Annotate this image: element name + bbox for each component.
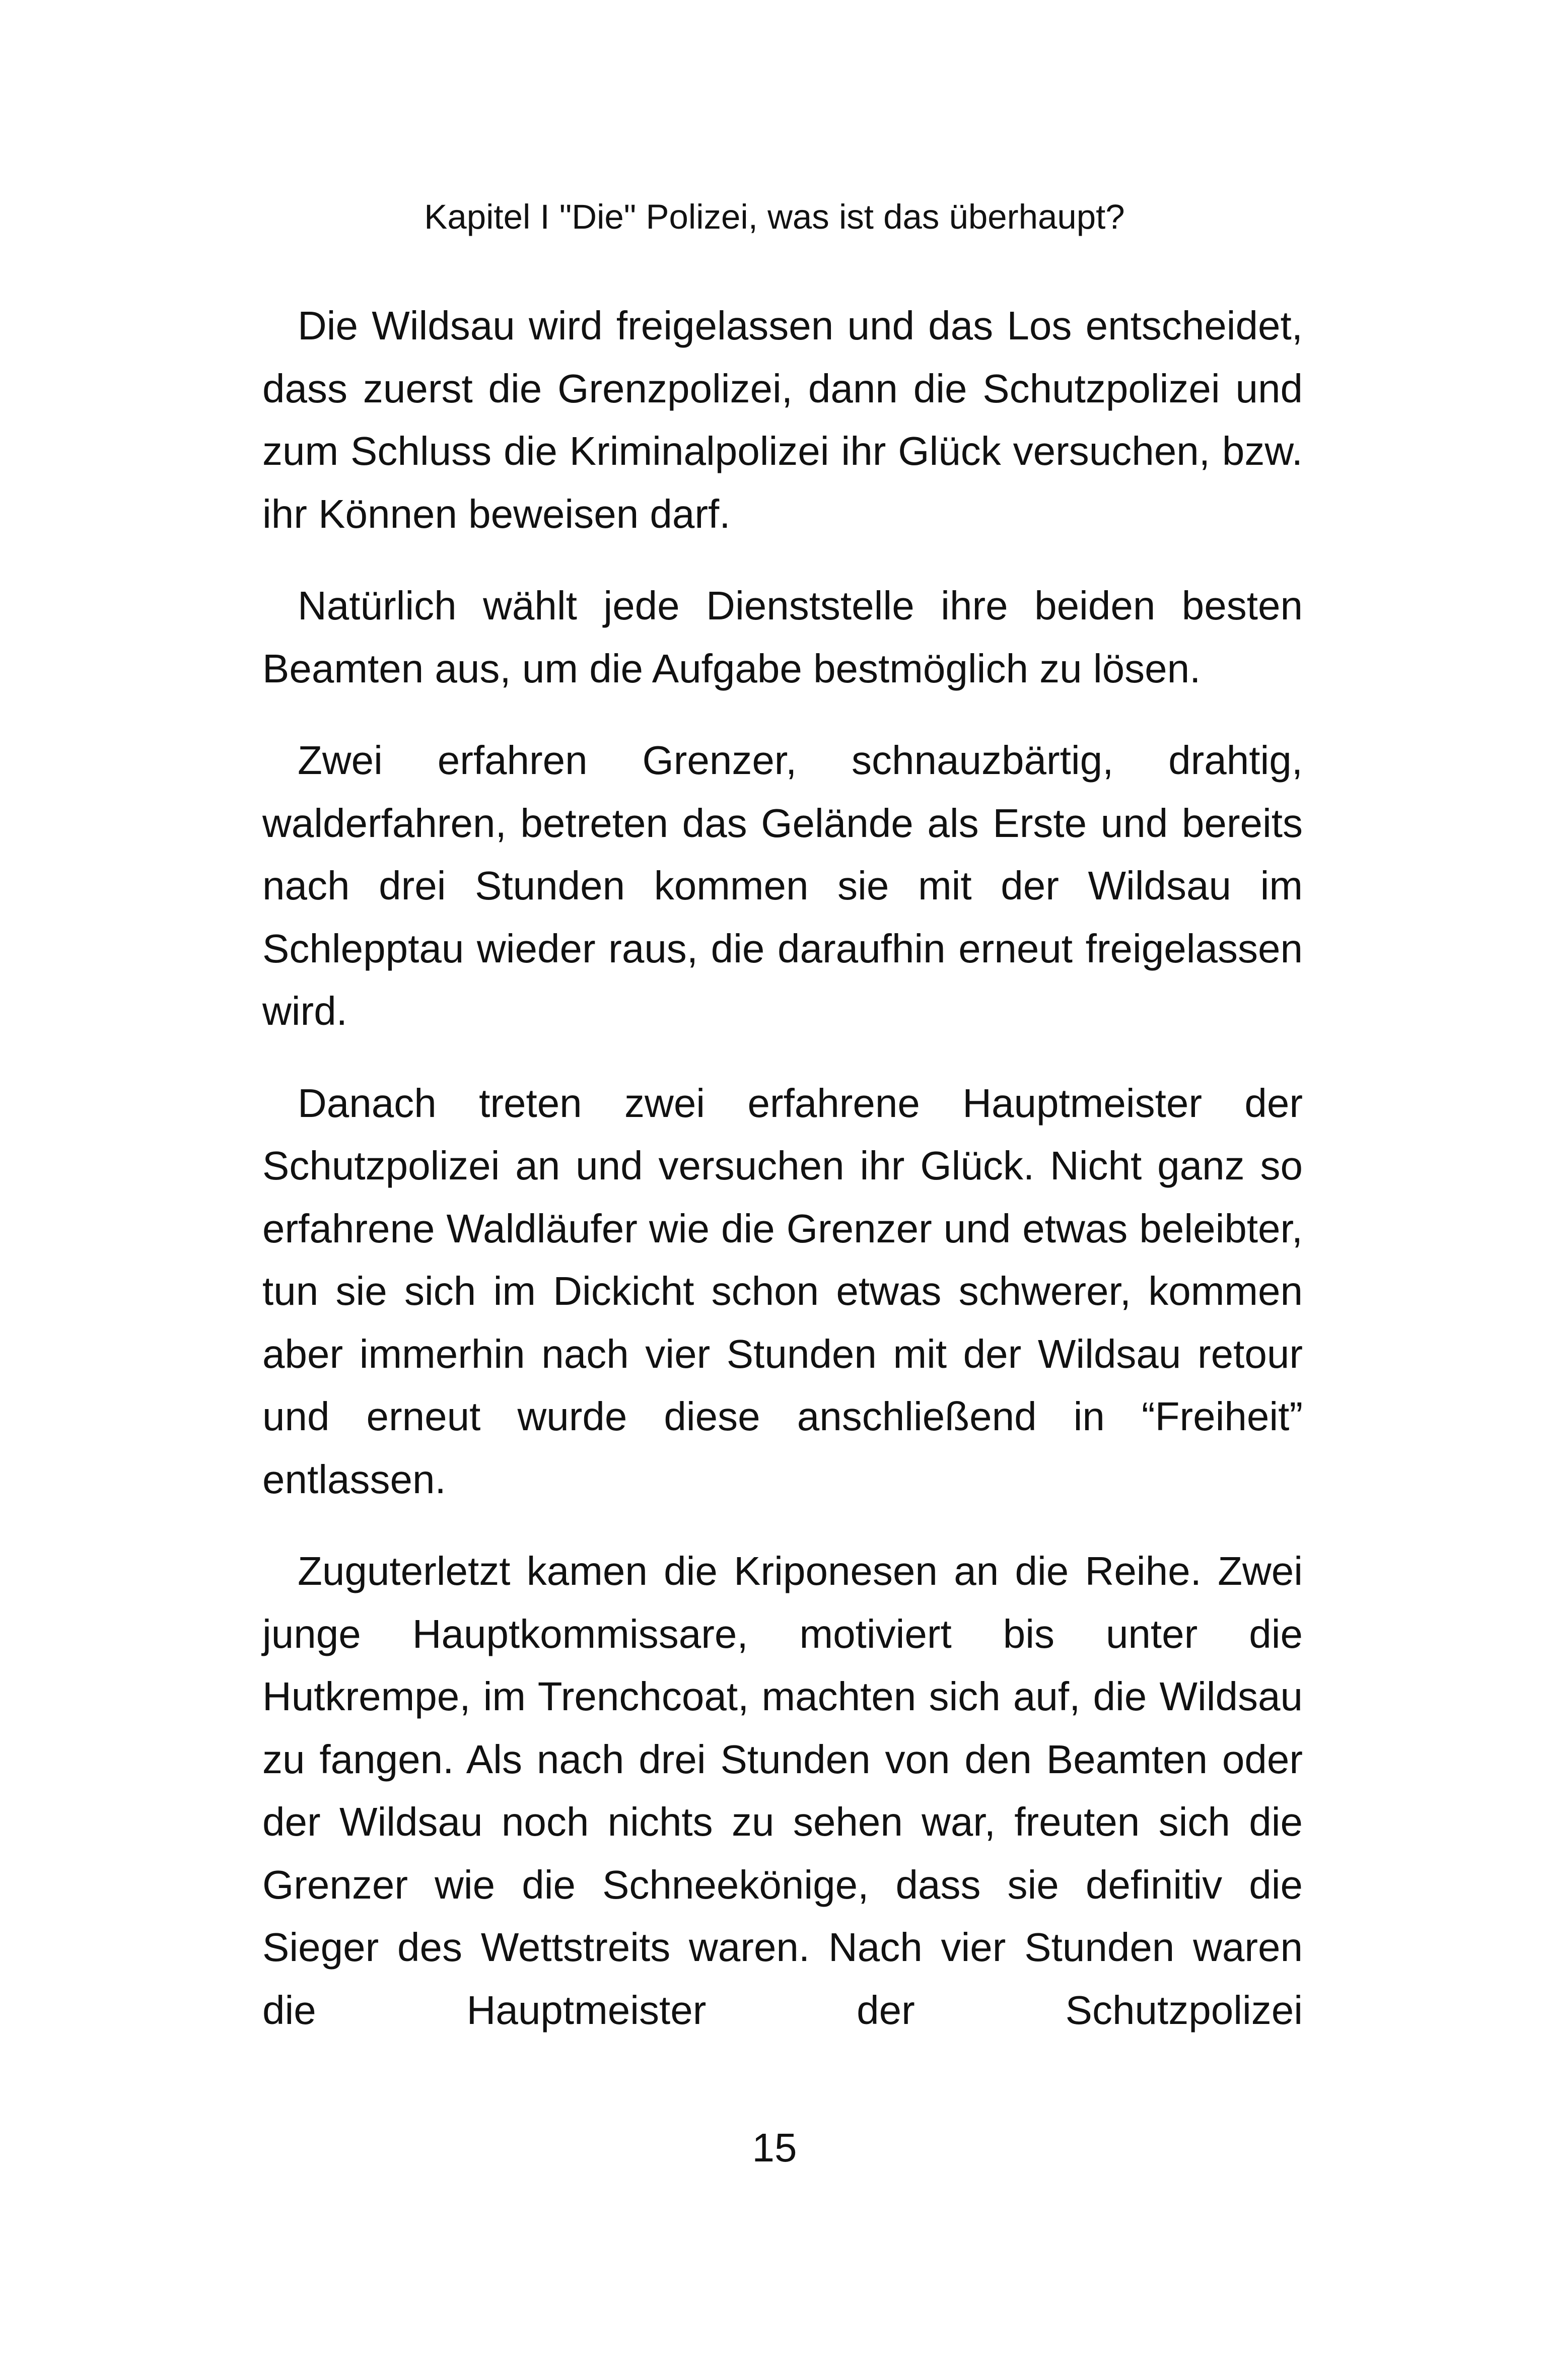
paragraph: Natürlich wählt jede Dienststelle ihre beiden besten Beamten aus, um die Aufgabe bestmöglich zu lösen.	[262, 583, 1303, 691]
paragraph: Die Wildsau wird freigelassen und das Los entscheidet, dass zuerst die Grenzpolizei, dann die Schutzpolizei und zum Schluss die Kriminalpolizei ihr Glück versuchen, bzw. ihr Können beweisen darf.	[262, 303, 1303, 536]
paragraph: Zwei erfahren Grenzer, schnauzbärtig, drahtig, walderfahren, betreten das Gelände als Erste und bereits nach drei Stunden kommen sie mit der Wildsau im Schlepptau wieder raus, die daraufhin erneut freigelassen wird.	[262, 738, 1303, 1033]
page-number: 15	[752, 2125, 797, 2170]
running-header: Kapitel I "Die" Polizei, was ist das überhaupt?	[424, 197, 1125, 236]
paragraph-continued: Zuguterletzt kamen die Kriponesen an die Reihe. Zwei junge Hauptkommissare, motiviert bis unter die Hutkrempe, im Trenchcoat, machten sich auf, die Wildsau zu fangen. Als nach drei Stunden von den Beamten oder der Wildsau noch nichts zu sehen war, freuten sich die Grenzer wie die Schneekönige, dass sie definitiv die Sieger des Wettstreits waren. Nach vier Stunden waren die Hauptmeister der Schutzpolizei	[262, 1549, 1303, 2033]
body-text	[262, 295, 1303, 2071]
paragraph: Danach treten zwei erfahrene Hauptmeister der Schutzpolizei an und versuchen ihr Glück. Nicht ganz so erfahrene Waldläufer wie die Grenzer und etwas beleibter, tun sie sich im Dickicht schon etwas schwerer, kommen aber immerhin nach vier Stunden mit der Wildsau retour und erneut wurde diese anschließend in “Freiheit” entlassen.	[262, 1080, 1303, 1502]
